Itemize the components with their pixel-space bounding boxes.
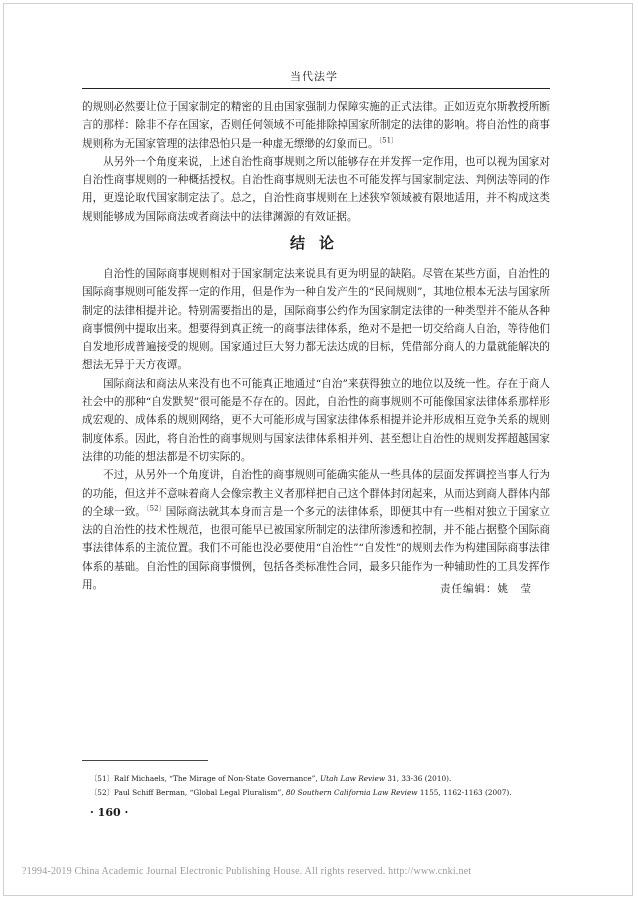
- footnote-journal: 80 Southern California Law Review: [285, 787, 418, 797]
- continued-paragraph-2: 从另外一个角度来说，上述自治性商事规则之所以能够存在并发挥一定作用，也可以视为国家对自治性商事规则的一种概括授权。自治性商事规则无法也不可能发挥与国家制定法、判例法等同的作用，更遑论取代国家制定法了。总之，自治性商事规则在上述狭窄领域被有限地适用，并不构成这类规则能够成为国际商法或者商法中的法律渊源的有效证据。: [82, 155, 550, 223]
- continued-paragraph-1: [82, 98, 550, 153]
- footnote-51: [90, 772, 560, 786]
- section-title-conclusion: 结论: [289, 234, 348, 252]
- copyright-notice: ?1994-2019 China Academic Journal Electronic Publishing House. All rights reserved. http://www.cnki.net: [22, 866, 472, 877]
- footnote-title: “Global Legal Pluralism”,: [189, 787, 284, 797]
- paragraph-text: 不过，从另外一个角度讲，自治性的商事规则可能确实能从一些具体的层面发挥调控当事人行为的功能，但这并不意味着商人会像宗教主义者那样把自己这个群体封闭起来，从而达到商人群体内部的全球一致。: [82, 469, 550, 518]
- footnote-title: “The Mirage of Non-State Governance”,: [169, 774, 318, 783]
- footnote-ref-51[interactable]: 〔51〕: [378, 136, 399, 145]
- footnote-52: [90, 786, 560, 800]
- responsible-editor: 责任编辑：姚 莹: [440, 583, 532, 595]
- footnote-citation: 31, 33-36 (2010).: [387, 774, 452, 783]
- paragraph-text: 国际商法就其本身而言是一个多元的法律体系，即便其中有一些相对独立于国家立法的自治性的技术性规范，也很可能早已被国家所制定的法律所渗透和控制，并不能占据整个国际商事法律体系的主流位置。我们不可能也没必要使用“自治性”“自发性”的规则去作为构建国际商事法律体系的基础。自治性的国际商事惯例，包括各类标准性合同，最多只能作为一种辅助性的工具发挥作用。: [82, 505, 550, 592]
- conclusion-paragraph-2: 国际商法和商法从来没有也不可能真正地通过“自治”来获得独立的地位以及统一性。存在于商人社会中的那种“自发默契”很可能是不存在的。因此，自治性的商事规则不可能像国家法律体系那样形成宏观的、成体系的规则网络，更不大可能形成与国家法律体系相提并论并形成相互竞争关系的规则制度体系。因此，将自治性的商事规则与国家法律体系相并列、甚至想让自治性的规则发挥超越国家法律的功能的想法都是不切实际的。: [82, 377, 550, 463]
- footnotes: [90, 772, 560, 799]
- footnote-author: Paul Schiff Berman,: [113, 787, 188, 797]
- conclusion-paragraph-3: [82, 466, 550, 594]
- footnote-author: Ralf Michaels,: [113, 774, 167, 783]
- footnote-number: 〔52〕: [90, 787, 114, 797]
- footnote-citation: 1155, 1162-1163 (2007).: [419, 787, 512, 797]
- running-header: 当代法学: [290, 70, 338, 83]
- header-rule: [82, 88, 550, 89]
- continued-text: [82, 98, 550, 226]
- footnote-rule: [82, 760, 208, 761]
- footnote-number: 〔51〕: [90, 774, 114, 783]
- conclusion-text: [82, 265, 550, 594]
- conclusion-paragraph-1: 自治性的国际商事规则相对于国家制定法来说具有更为明显的缺陷。尽管在某些方面，自治性的国际商事规则可能发挥一定的作用，但是作为一种自发产生的“民间规则”，其地位根本无法与国家所制定的法律相提并论。特别需要指出的是，国际商事公约作为国家制定法律的一种类型并不能从各种商事惯例中提取出来。想要得到真正统一的商事法律体系，绝对不是把一切交给商人自治，等待他们自发地形成普遍接受的规则。国家通过巨大努力都无法达成的目标，凭借部分商人的力量就能解决的想法无异于天方夜谭。: [82, 268, 550, 372]
- paragraph-text: 的规则必然要让位于国家制定的精密的且由国家强制力保障实施的正式法律。正如迈克尔斯教授所断言的那样：除非不存在国家，否则任何领域不可能排除掉国家所制定的法律的影响。将自治性的商事规则称为无国家管理的法律恐怕只是一种虚无缥缈的幻象而已。: [82, 101, 550, 150]
- footnote-journal: Utah Law Review: [320, 774, 386, 783]
- footnote-ref-52[interactable]: 〔52〕: [146, 504, 166, 513]
- page-number: · 160 ·: [90, 806, 129, 819]
